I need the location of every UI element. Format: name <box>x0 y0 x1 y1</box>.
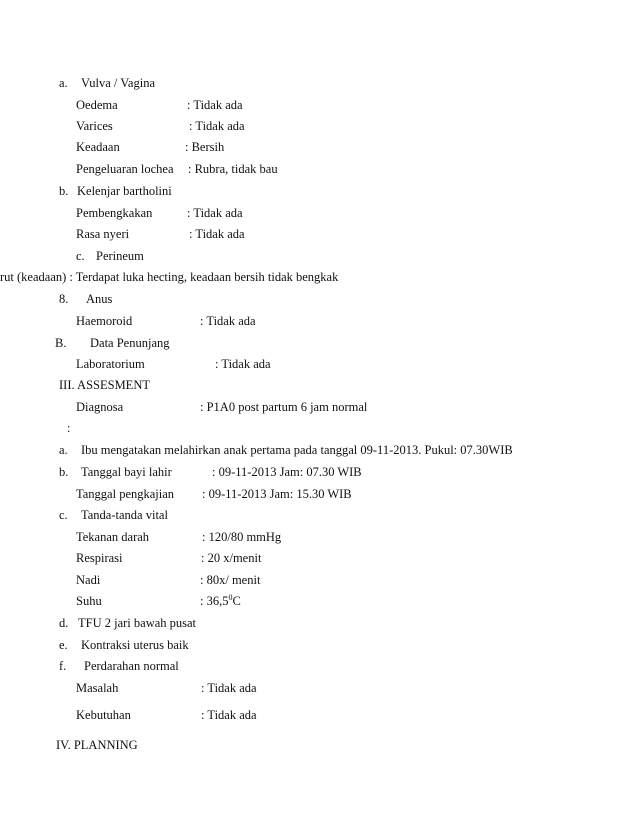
temperature-value: : 36,5 <box>200 594 229 608</box>
body-text: Ibu mengatakan melahirkan anak pertama pada tanggal 09-11-2013. Pukul: 07.30WIB <box>81 443 513 457</box>
field-value: : 09-11-2013 Jam: 15.30 WIB <box>202 487 352 501</box>
list-marker: B. <box>55 336 67 350</box>
field-label: Nadi <box>76 573 101 587</box>
section-heading: IV. PLANNING <box>56 738 138 752</box>
field-value: : 120/80 mmHg <box>202 530 282 544</box>
list-marker: c. <box>76 249 85 263</box>
body-text: : <box>67 421 71 435</box>
field-label: Suhu <box>76 594 102 608</box>
section-heading: Vulva / Vagina <box>81 76 156 90</box>
field-label: Pengeluaran lochea <box>76 162 174 176</box>
field-value: : Tidak ada <box>189 227 245 241</box>
field-value: : Tidak ada <box>187 98 243 112</box>
field-label: Haemoroid <box>76 314 133 328</box>
list-marker: d. <box>59 616 69 630</box>
body-text: TFU 2 jari bawah pusat <box>78 616 197 630</box>
field-label: Laboratorium <box>76 357 145 371</box>
field-label: Keadaan <box>76 140 120 154</box>
list-marker: e. <box>59 638 68 652</box>
field-value: : P1A0 post partum 6 jam normal <box>200 400 368 414</box>
field-value-temperature <box>200 594 241 608</box>
field-value: : Tidak ada <box>201 708 257 722</box>
list-marker: a. <box>59 443 68 457</box>
field-label: Respirasi <box>76 551 123 565</box>
section-heading: Tanda-tanda vital <box>81 508 168 522</box>
section-heading: Anus <box>86 292 113 306</box>
section-heading: Kelenjar bartholini <box>77 184 172 198</box>
field-label: Oedema <box>76 98 118 112</box>
field-value: : Tidak ada <box>187 206 243 220</box>
field-value: : Tidak ada <box>189 119 245 133</box>
field-label: Tanggal bayi lahir <box>81 465 172 479</box>
section-heading: III. ASSESMENT <box>59 378 150 392</box>
field-label: Masalah <box>76 681 119 695</box>
list-marker: f. <box>59 659 67 673</box>
degree-sup: 0 <box>228 592 233 602</box>
body-text: rut (keadaan) : Terdapat luka hecting, keadaan bersih tidak bengkak <box>0 270 339 284</box>
list-marker: a. <box>59 76 68 90</box>
field-value: : Tidak ada <box>201 681 257 695</box>
field-value: : Tidak ada <box>215 357 271 371</box>
list-marker: c. <box>59 508 68 522</box>
list-marker: b. <box>59 184 69 198</box>
field-label: Pembengkakan <box>76 206 153 220</box>
section-heading: Data Penunjang <box>90 336 170 350</box>
field-label: Varices <box>76 119 113 133</box>
field-label: Tekanan darah <box>76 530 150 544</box>
field-value: : Tidak ada <box>200 314 256 328</box>
field-value: : 20 x/menit <box>201 551 262 565</box>
field-value: : Bersih <box>185 140 225 154</box>
body-text: Perdarahan normal <box>84 659 179 673</box>
list-marker: 8. <box>59 292 69 306</box>
list-marker: b. <box>59 465 69 479</box>
field-label: Diagnosa <box>76 400 124 414</box>
body-text: Kontraksi uterus baik <box>81 638 189 652</box>
field-value: : Rubra, tidak bau <box>188 162 278 176</box>
temperature-unit: C <box>232 594 241 608</box>
field-label: Rasa nyeri <box>76 227 130 241</box>
field-value: : 80x/ menit <box>200 573 261 587</box>
field-value: : 09-11-2013 Jam: 07.30 WIB <box>212 465 362 479</box>
field-label: Kebutuhan <box>76 708 131 722</box>
section-heading: Perineum <box>96 249 144 263</box>
field-label: Tanggal pengkajian <box>76 487 175 501</box>
